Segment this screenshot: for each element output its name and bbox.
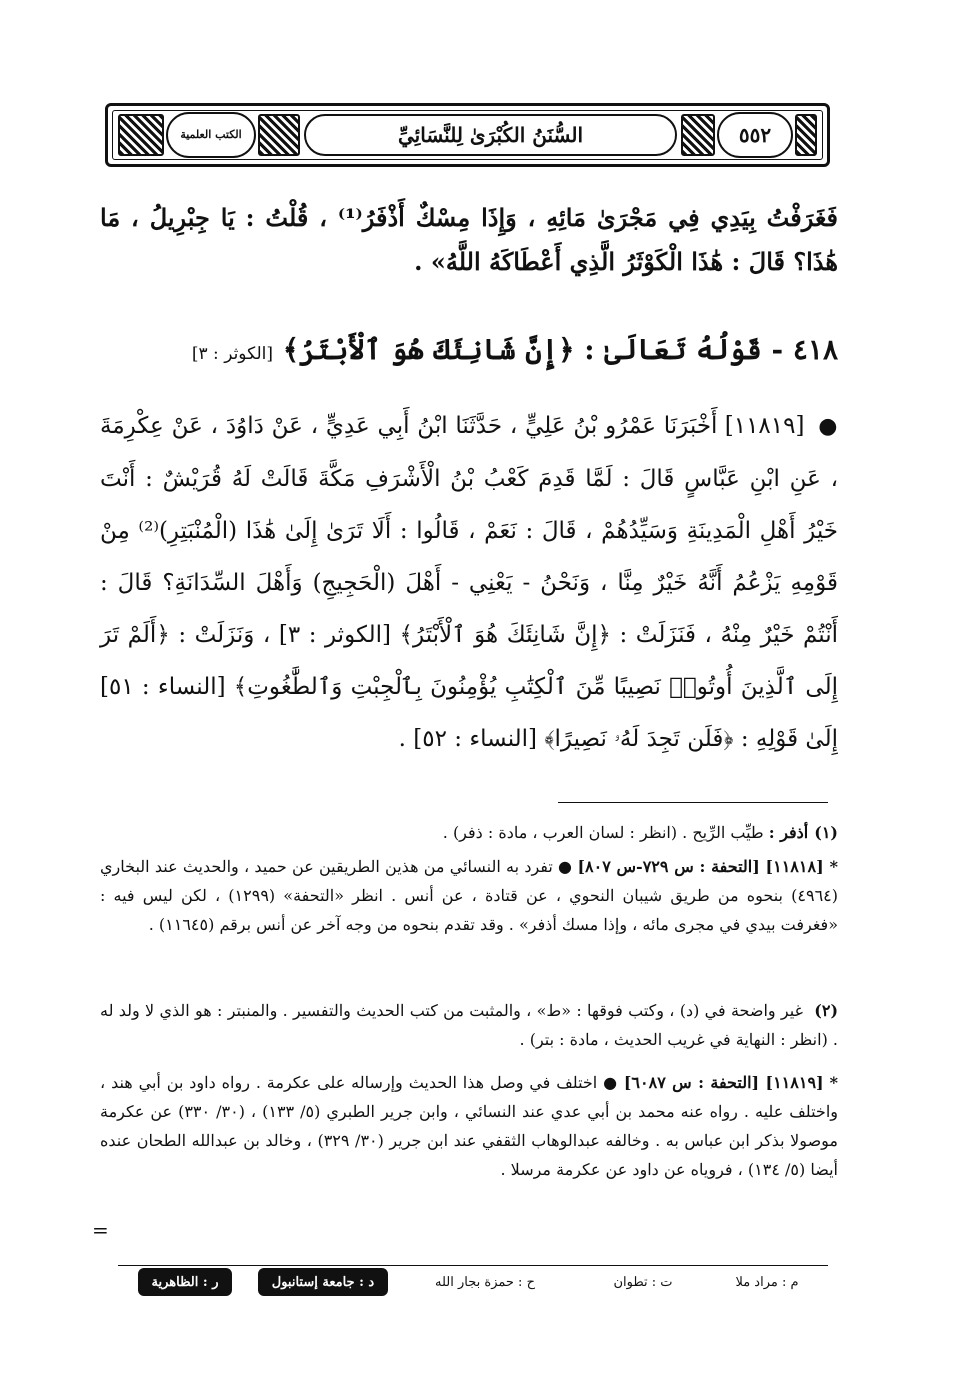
- footnote-term: [١١٨١٨] [التحفة : س ٧٢٩-س ٨٠٧]: [577, 857, 824, 876]
- footnote-marker: *: [829, 1073, 838, 1092]
- chapter-heading: [100, 328, 838, 376]
- hadith-bullet: ●: [818, 414, 838, 439]
- page-number: ٥٥٢: [717, 112, 793, 158]
- header-ornament: [795, 114, 817, 156]
- manuscript-d: د : جامعة إستانبول: [258, 1268, 388, 1296]
- chapter-heading-ref: [الكوثر : ٣]: [191, 344, 274, 364]
- footnote-1: [100, 818, 838, 847]
- continuation-mark: =: [92, 1218, 109, 1242]
- footnote-text: طيِّب الرِّيح . (انظر : لسان العرب ، مادة : ذفر) .: [442, 823, 764, 842]
- header-ornament: [681, 114, 715, 156]
- book-title: السُّنَنُ الكُبْرَىٰ لِلنَّسَائِيِّ: [304, 114, 677, 156]
- footnote-hadith-11819: [100, 1068, 838, 1184]
- chapter-heading-text: ٤١٨ - قَوْلُهُ تَعَالَىٰ : ﴿إِنَّ شَانِئَكَ هُوَ ٱلْأَبْتَرُ﴾: [282, 333, 838, 366]
- hadith-paragraph: [100, 400, 838, 765]
- footnote-marker: *: [829, 857, 839, 876]
- footnote-text: ● اختلف في وصل هذا الحديث وإرساله على عكرمة . رواه داود بن أبي هند ، واختلف عليه . رواه عنه محمد بن أبي عدي عند النسائي ، وابن جرير الطبري (٥/ ١٣٣) ، (٣٠/ ٣٣٠) عن عكرمة موصولا بذكر ابن عباس به . وخالفه عبدالوهاب الثقفي عند ابن جرير (٣٠/ ٣٢٩) ، وخالد بن عبدالله الطحان عنده أيضا (٥/ ١٣٤) ، فروياه عن داود عن عكرمة مرسلا .: [100, 1073, 838, 1179]
- manuscript-h: ح : حمزة بجار الله: [435, 1274, 535, 1290]
- footnote-hadith-11818: [100, 852, 838, 939]
- footnote-term: أذفر :: [768, 823, 809, 842]
- footnote-marker: (٢): [814, 1001, 839, 1020]
- header-ornament: [118, 114, 164, 156]
- footnote-divider: [558, 802, 828, 803]
- manuscript-r: ر : الظاهرية: [138, 1268, 232, 1296]
- manuscript-t: ت : تطوان: [613, 1274, 673, 1290]
- page-header: [105, 103, 830, 167]
- opening-paragraph: فَغَرَفْتُ بِيَدِي فِي مَجْرَىٰ مَائِهِ ، وَإِذَا مِسْكٌ أَذْفَرُ⁽¹⁾ ، قُلْتُ : يَا جِبْرِيلُ ، مَا هَٰذَا؟ قَالَ : هَٰذَا الْكَوْثَرُ الَّذِي أَعْطَاكَهُ اللَّهُ» .: [100, 203, 839, 276]
- publisher-seal: [166, 112, 256, 158]
- footnote-text: ● تفرد به النسائي من هذين الطريقين عن حميد ، والحديث عند البخاري (٤٩٦٤) بنحوه من طريق شيبان النحوي ، عن قتادة ، عن أنس . انظر «التحفة» (١٢٩٩) ، لكن ليس فيه : «فغرفت بيدي في مجرى مائه ، وإذا مسك أذفر» . وقد تقدم بنحوه من وجه آخر عن أنس برقم (١١٦٤٥) .: [100, 857, 838, 934]
- bottom-divider: [118, 1265, 828, 1266]
- footnote-2: [100, 996, 838, 1054]
- publisher-seal-text: الكتب العلمية: [180, 128, 242, 141]
- manuscript-m: م : مراد ملا: [735, 1274, 799, 1290]
- footnote-text: غير واضحة في (د) ، وكتب فوقها : «ط» ، والمثبت من كتب الحديث والتفسير . والمنبتر : هو الذي لا ولد له . (انظر : النهاية في غريب الحديث ، مادة : بتر) .: [100, 1001, 838, 1049]
- hadith-text: [١١٨١٩] أَخْبَرَنَا عَمْرُو بْنُ عَلِيٍّ ، حَدَّثَنَا ابْنُ أَبِي عَدِيٍّ ، عَنْ دَاوُدَ ، عَنْ عِكْرِمَةَ ، عَنِ ابْنِ عَبَّاسٍ قَالَ : لَمَّا قَدِمَ كَعْبُ بْنُ الْأَشْرَفِ مَكَّةَ قَالَتْ لَهُ قُرَيْشٌ : أَنْتَ خَيْرُ أَهْلِ الْمَدِينَةِ وَسَيِّدُهُمْ ، قَالَ : نَعَمْ ، قَالُوا : أَلَا تَرَىٰ إِلَىٰ هَٰذَا (الْمُنْبَتِرِ)⁽²⁾ مِنْ قَوْمِهِ يَزْعُمُ أَنَّهُ خَيْرٌ مِنَّا ، وَنَحْنُ - يَعْنِي - أَهْلَ (الْحَجِيجِ) وَأَهْلَ السِّدَانَةِ؟ قَالَ : أَنْتُمْ خَيْرٌ مِنْهُ ، فَنَزَلَتْ : ﴿إِنَّ شَانِئَكَ هُوَ ٱلْأَبْتَرُ﴾ [الكوثر : ٣] ، وَنَزَلَتْ : ﴿أَلَمْ تَرَ إِلَى ٱلَّذِينَ أُوتُوا۟ نَصِيبًا مِّنَ ٱلْكِتَٰبِ يُؤْمِنُونَ بِٱلْجِبْتِ وَٱلطَّٰغُوتِ﴾ [النساء : ٥١] إِلَىٰ قَوْلِهِ : ﴿فَلَن تَجِدَ لَهُۥ نَصِيرًا﴾ [النساء : ٥٢] .: [100, 413, 838, 752]
- footnote-term: [١١٨١٩] [التحفة : س ٦٠٨٧]: [623, 1073, 824, 1092]
- header-ornament: [258, 114, 300, 156]
- footnote-marker: (١): [814, 823, 838, 842]
